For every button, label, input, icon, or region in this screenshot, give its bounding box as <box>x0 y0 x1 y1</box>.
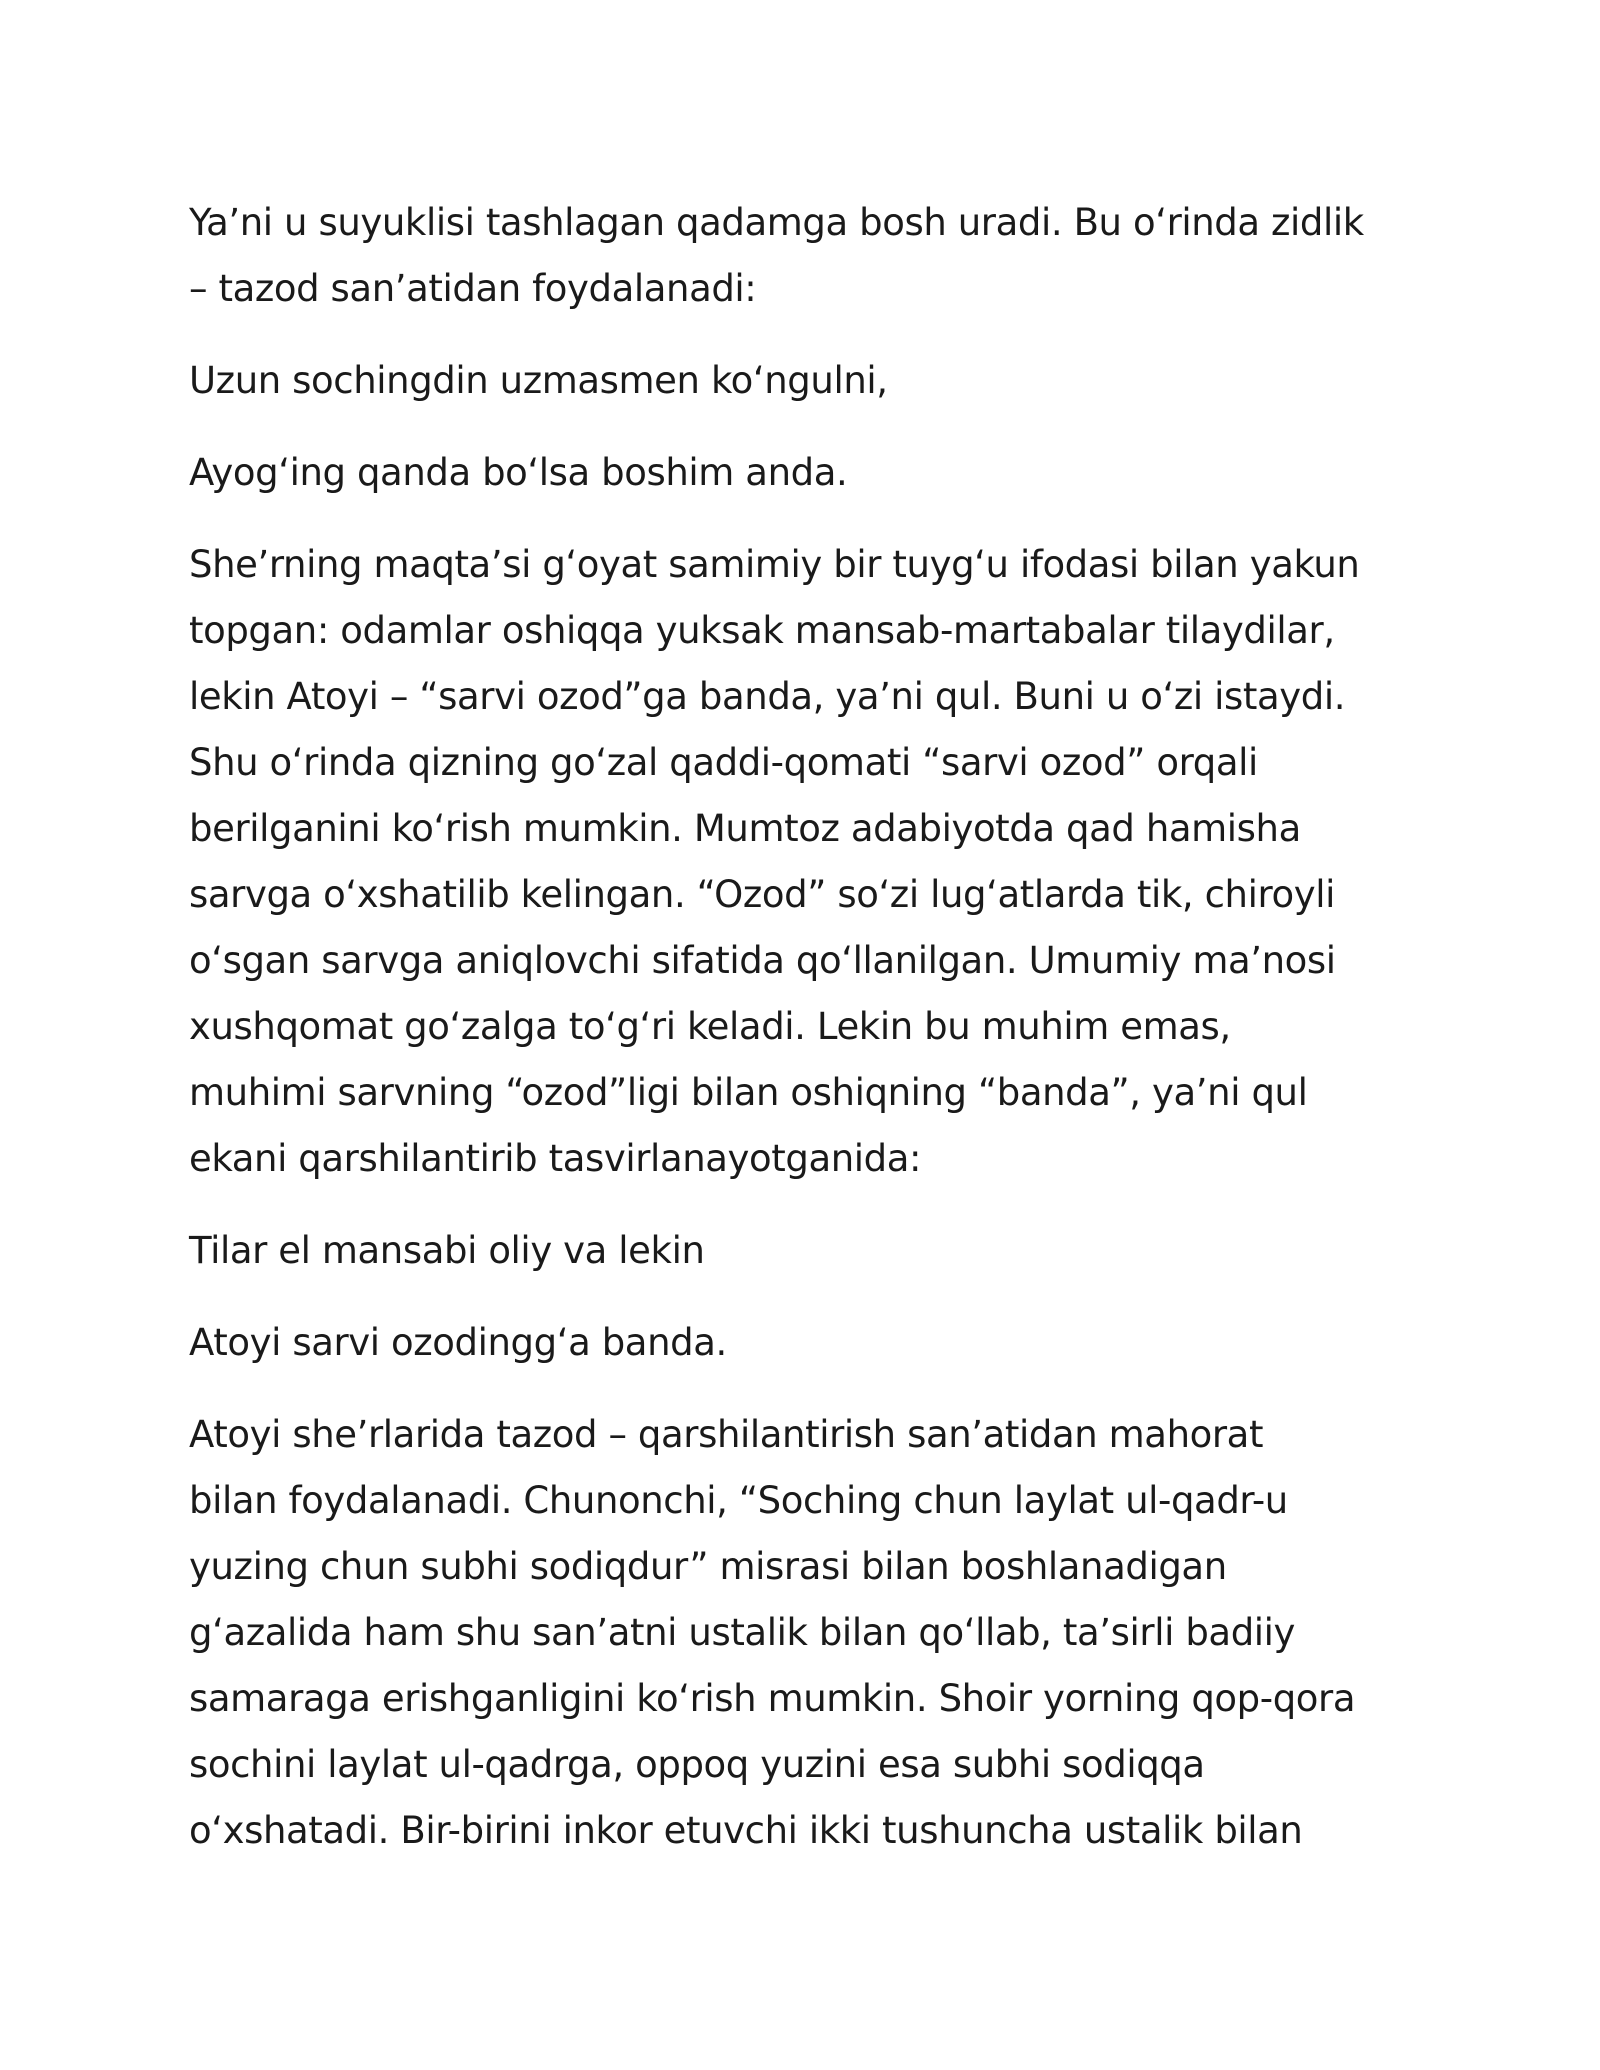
verse-line <box>189 1218 1429 1284</box>
text-line: Tilar el mansabi oliy va lekin <box>189 1229 705 1272</box>
text-line: gʻazalida ham shu san’atni ustalik bilan qoʻllab, ta’sirli badiiy <box>189 1611 1296 1654</box>
text-line: Atoyi sarvi ozodinggʻa banda. <box>189 1321 727 1364</box>
text-line: bilan foydalanadi. Chunonchi, “Soching chun laylat ul-qadr-u <box>189 1479 1288 1522</box>
text-line: Shu oʻrinda qizning goʻzal qaddi-qomati “sarvi ozod” orqali <box>189 741 1258 784</box>
paragraph <box>189 1402 1429 1864</box>
text-line: Atoyi she’rlarida tazod – qarshilantirish san’atidan mahorat <box>189 1413 1264 1456</box>
text-line: Uzun sochingdin uzmasmen koʻngulni, <box>189 359 888 402</box>
paragraph <box>189 532 1429 1192</box>
text-line: Ayogʻing qanda boʻlsa boshim anda. <box>189 451 848 494</box>
text-line: sarvga oʻxshatilib kelingan. “Ozod” soʻzi lugʻatlarda tik, chiroyli <box>189 873 1335 916</box>
text-line: berilganini koʻrish mumkin. Mumtoz adabiyotda qad hamisha <box>189 807 1301 850</box>
text-line: oʻsgan sarvga aniqlovchi sifatida qoʻllanilgan. Umumiy ma’nosi <box>189 939 1336 982</box>
text-line: oʻxshatadi. Bir-birini inkor etuvchi ikki tushuncha ustalik bilan <box>189 1809 1303 1852</box>
verse-line <box>189 440 1429 506</box>
text-line: lekin Atoyi – “sarvi ozod”ga banda, ya’ni qul. Buni u oʻzi istaydi. <box>189 675 1346 718</box>
text-line: yuzing chun subhi sodiqdur” misrasi bilan boshlanadigan <box>189 1545 1227 1588</box>
text-line: Ya’ni u suyuklisi tashlagan qadamga bosh uradi. Bu oʻrinda zidlik <box>189 201 1364 244</box>
text-line: – tazod san’atidan foydalanadi: <box>189 267 757 310</box>
text-line: topgan: odamlar oshiqqa yuksak mansab-martabalar tilaydilar, <box>189 609 1335 652</box>
text-line: ekani qarshilantirib tasvirlanayotganida: <box>189 1137 922 1180</box>
verse-line <box>189 348 1429 414</box>
text-line: muhimi sarvning “ozod”ligi bilan oshiqning “banda”, ya’ni qul <box>189 1071 1308 1114</box>
text-line: xushqomat goʻzalga toʻgʻri keladi. Lekin bu muhim emas, <box>189 1005 1231 1048</box>
verse-line <box>189 1310 1429 1376</box>
text-line: samaraga erishganligini koʻrish mumkin. Shoir yorning qop-qora <box>189 1677 1356 1720</box>
document-body <box>189 190 1429 1890</box>
text-line: sochini laylat ul-qadrga, oppoq yuzini esa subhi sodiqqa <box>189 1743 1205 1786</box>
paragraph <box>189 190 1429 322</box>
text-line: She’rning maqta’si gʻoyat samimiy bir tuygʻu ifodasi bilan yakun <box>189 543 1360 586</box>
